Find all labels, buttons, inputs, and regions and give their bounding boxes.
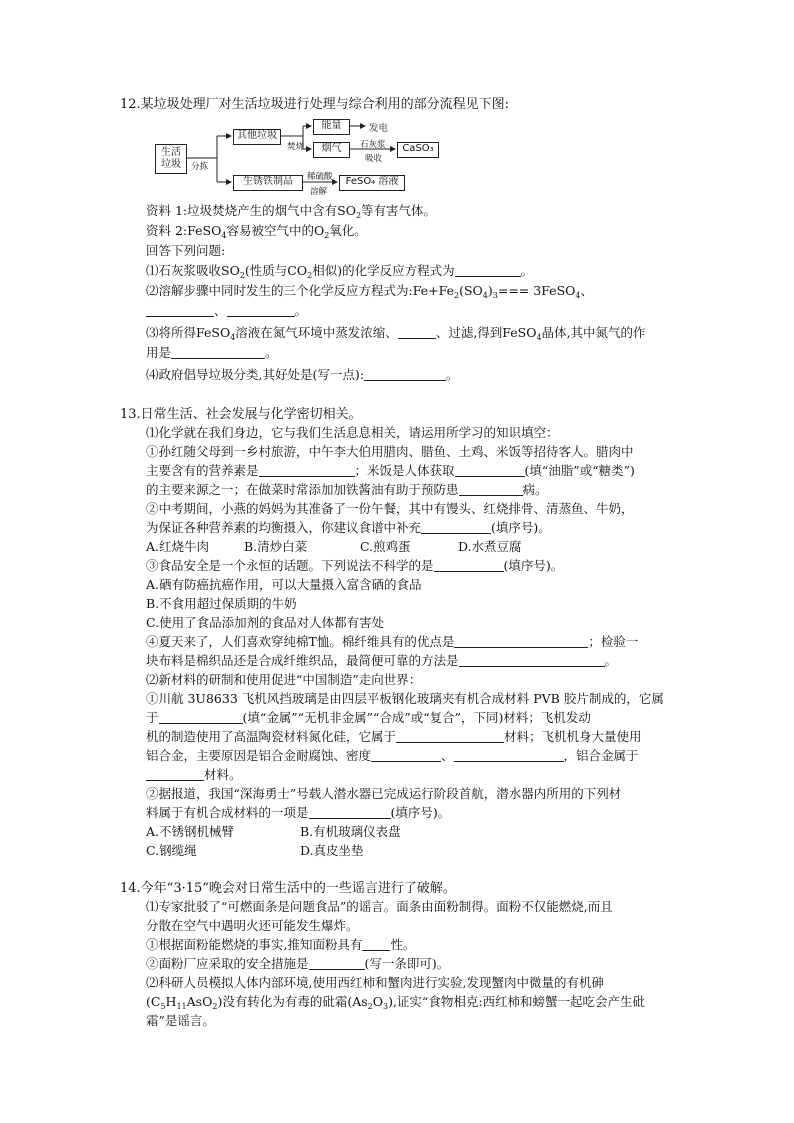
- q13-line8: ③食品安全是一个永恒的话题。下列说法不科学的是 (填序号)。: [146, 558, 564, 573]
- q12-part2: ⑵溶解步骤中同时发生的三个化学反应方程式为$:Fe+Fe_2(SO_4)_3===$ 3FeSO$_4$、: [146, 283, 593, 300]
- q13-line19: 材料。: [146, 766, 242, 784]
- q13-line13: 块布料是棉织品还是合成纤维织品，最简便可靠的方法是 。: [146, 653, 618, 668]
- q13-line16: 于 (填“金属”“无机非金属”“合成”或“复合”，下同)材料；飞机发动: [146, 710, 591, 725]
- blank-13-rice[interactable]: [455, 463, 525, 477]
- box-raw-garbage: [155, 144, 187, 174]
- q12-part2-cont: 、 。: [146, 302, 307, 320]
- blank-14-safety[interactable]: [309, 956, 365, 970]
- blank-13-cotton[interactable]: [454, 634, 588, 648]
- box-smoke: 烟气: [313, 142, 350, 158]
- q14-line6: $(C_5H_{11}AsO_2)$没有转化为有毒的砒霜$(As_2O_3)$,证实“食物相克:西红柿和螃蟹一起吃会产生砒: [146, 994, 646, 1011]
- q12-part3-cont: 用是 。: [146, 345, 278, 360]
- q14-line1: ⑴专家批驳了“可燃面条是问题食品”的谣言。面条由面粉制得。面粉不仅能燃烧,而且: [146, 899, 613, 914]
- blank-13-pvb[interactable]: [159, 710, 243, 724]
- q13-line15: ①川航 3U8633 飞机风挡玻璃是由四层平板钢化玻璃夹有机合成材料 PVB 胶片制成的，它属: [146, 691, 664, 706]
- blank-13-menu[interactable]: [421, 520, 491, 534]
- q13-options-1: A.红烧牛肉 B.清炒白菜 C.煎鸡蛋 D.水煮豆腐: [146, 539, 522, 554]
- label-acid: 稀硫酸: [307, 172, 333, 182]
- blank-12-3a[interactable]: [398, 325, 436, 339]
- q14-line3: ①根据面粉能燃烧的事实,推知面粉具有 性。: [146, 937, 416, 952]
- box-rusty-iron: 生锈铁制品: [233, 175, 303, 191]
- label-burn: 焚烧: [287, 142, 305, 152]
- blank-12-1[interactable]: [455, 263, 521, 277]
- blank-12-2b[interactable]: [227, 303, 295, 317]
- q12-part3: ⑶将所得FeSO$_4$溶液在氮气环境中蒸发浓缩、 、过滤,得到FeSO$_4$晶体,其中氮气的作: [146, 325, 646, 342]
- blank-13-test[interactable]: [459, 653, 605, 667]
- q14-line7: 霜”是谣言。: [146, 1013, 215, 1028]
- q13-title: 13.日常生活、社会发展与化学密切相关。: [120, 407, 362, 422]
- q13-line1: ⑴化学就在我们身边，它与我们生活息息相关，请运用所学习的知识填空：: [146, 425, 559, 440]
- box-other-garbage: 其他垃圾: [233, 129, 281, 145]
- q13-line9: A.硒有防癌抗癌作用，可以大量摄入富含硒的食品: [146, 577, 422, 592]
- q14-line4: ②面粉厂应采取的安全措施是 (写一条即可)。: [146, 956, 450, 971]
- blank-13-property[interactable]: [454, 748, 564, 762]
- label-sort: 分拣: [191, 162, 209, 172]
- q13-line2: ①孙红随父母到一乡村旅游，中午李大伯用腊肉、腊鱼、土鸡、米饭等招待客人。腊肉中: [146, 444, 634, 459]
- q12-part1: ⑴石灰浆吸收$SO_2$(性质与$CO_2$相似)的化学反应方程式为 。: [146, 263, 534, 280]
- box-raw-line1: 生活: [161, 147, 181, 158]
- q13-line3: 主要含有的营养素是 ；米饭是人体获取 (填“油脂”或“糖类”): [146, 463, 635, 478]
- box-energy: 能量: [313, 119, 350, 135]
- q13-line20: ②据报道，我国“深海勇士”号载人潜水器已完成运行阶段首航，潜水器内所用的下列材: [146, 786, 622, 801]
- q14-title: 14.今年“3·15”晚会对日常生活中的一些谣言进行了破解。: [120, 881, 456, 896]
- q13-line10: B.不食用超过保质期的牛奶: [146, 596, 297, 611]
- q13-line11: C.使用了食品添加剂的食品对人体都有害处: [146, 615, 385, 630]
- q12-info2: 资料 2:FeSO$_4$容易被空气中的$O_2$氧化。: [146, 223, 367, 240]
- blank-12-2a[interactable]: [146, 303, 214, 317]
- q13-line12: ④夏天来了，人们喜欢穿纯棉T恤。棉纤维具有的优点是 ；检验一: [146, 634, 639, 649]
- blank-13-safety[interactable]: [434, 558, 504, 572]
- blank-13-ceramic[interactable]: [396, 729, 504, 743]
- label-lime: 石灰浆: [360, 140, 386, 150]
- q12-part4: ⑷政府倡导垃圾分类,其好处是(写一点): 。: [146, 367, 459, 382]
- q13-options-2b: C.钢缆绳 D.真皮坐垫: [146, 843, 364, 858]
- q14-line5: ⑵科研人员模拟人体内部环境,使用西红柿和蟹肉进行实验,发现蟹肉中微量的有机砷: [146, 975, 604, 990]
- q13-line18: 铝合金，主要原因是铝合金耐腐蚀、密度 、 ，铝合金属于: [146, 748, 639, 763]
- blank-14-property[interactable]: [362, 937, 390, 951]
- q14-line2: 分散在空气中遇明火还可能发生爆炸。: [146, 918, 359, 933]
- blank-12-3b[interactable]: [171, 345, 265, 359]
- q13-line17: 机的制造使用了高温陶瓷材料氮化硅，它属于 材料；飞机机身大量使用: [146, 729, 642, 744]
- label-power: 发电: [369, 123, 389, 134]
- box-feso4: FeSO₄ 溶液: [339, 175, 405, 191]
- blank-13-nutrient[interactable]: [259, 463, 355, 477]
- blank-13-disease[interactable]: [459, 482, 523, 496]
- q13-options-2a: A.不锈钢机械臂 B.有机玻璃仪表盘: [146, 824, 401, 839]
- label-absorb: 吸收: [365, 154, 383, 164]
- q13-line14: ⑵新材料的研制和使用促进“中国制造”走向世界：: [146, 672, 422, 687]
- box-raw-line2: 垃圾: [161, 159, 181, 170]
- q13-line21: 料属于有机合成材料的一项是 (填序号)。: [146, 805, 451, 820]
- q13-line4: 的主要来源之一；在做菜时常添加加铁酱油有助于预防患 病。: [146, 482, 548, 497]
- blank-13-submarine[interactable]: [309, 805, 391, 819]
- q13-line5: ②中考期间，小燕的妈妈为其准备了一份午餐，其中有馒头、红烧排骨、清蒸鱼、牛奶，: [146, 501, 634, 516]
- flow-diagram: [155, 118, 445, 196]
- q12-info1: 资料 1:垃圾焚烧产生的烟气中含有$SO_2$等有害气体。: [146, 203, 437, 220]
- blank-12-4[interactable]: [364, 367, 446, 381]
- q13-line6: 为保证各种营养素的均衡摄入，你建议食谱中补充 (填序号)。: [146, 520, 551, 535]
- blank-13-density[interactable]: [371, 748, 441, 762]
- blank-13-alloy[interactable]: [146, 767, 204, 781]
- q12-title: 12.某垃圾处理厂对生活垃圾进行处理与综合利用的部分流程见下图:: [120, 97, 510, 112]
- box-caso3: CaSO₃: [397, 142, 439, 158]
- label-dissolve: 溶解: [310, 187, 328, 197]
- q12-ask: 回答下列问题:: [146, 243, 226, 258]
